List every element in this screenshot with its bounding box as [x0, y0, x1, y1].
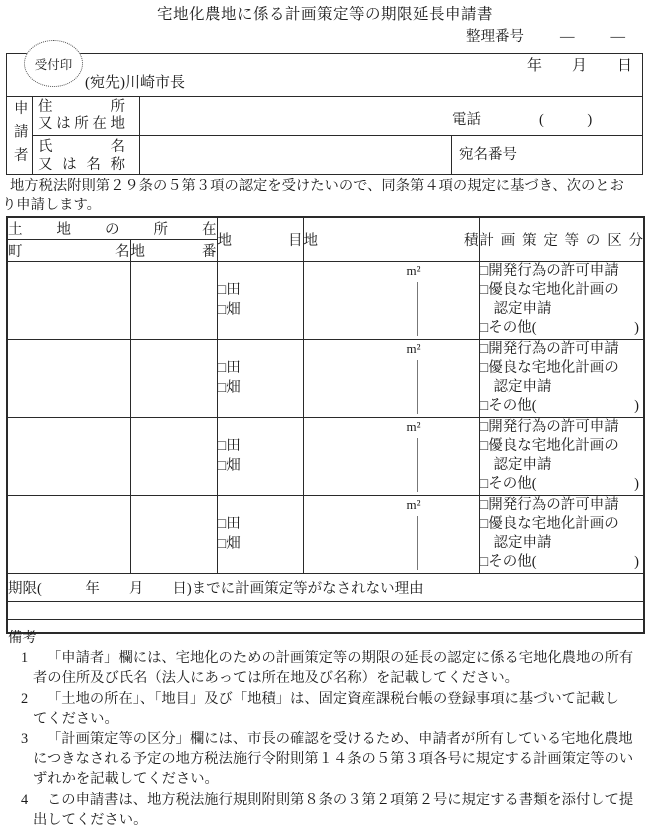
checkbox-development-permit[interactable]: □開発行為の許可申請 [479, 263, 619, 279]
checkbox-quality-plan-cont: 認定申請 [493, 379, 552, 395]
header-town-name: 町名 [7, 240, 130, 262]
checkbox-development-permit[interactable]: □開発行為の許可申請 [479, 497, 619, 513]
land-area-cell[interactable] [303, 496, 479, 574]
header-land-area: 地積 [303, 217, 479, 262]
town-name-cell[interactable] [7, 262, 130, 340]
reception-stamp [24, 40, 83, 87]
remark-item-4 [0, 790, 648, 830]
remark-line: てください。 [33, 710, 119, 727]
checkbox-quality-plan-cont: 認定申請 [493, 457, 552, 473]
remarks-section [0, 628, 648, 830]
checkbox-quality-plan[interactable]: □優良な宅地化計画の [479, 360, 619, 376]
addressee-label: (宛先)川崎市長 [85, 75, 185, 91]
plan-category-cell [479, 418, 644, 496]
lot-number-cell[interactable] [130, 262, 217, 340]
checkbox-other-paren: ) [634, 476, 639, 492]
remark-line: 「土地の所在」、「地目」及び「地積」は、固定資産課税台帳の登録事項に基づいて記載し [47, 690, 619, 707]
plan-category-cell [479, 262, 644, 340]
remark-line: この申請書は、地方税法施行規則附則第８条の３第２項第２号に規定する書類を添付して提 [47, 791, 634, 808]
town-name-cell[interactable] [7, 340, 130, 418]
checkbox-other-label: □その他( [479, 320, 537, 336]
name-label: 氏名 [38, 139, 125, 155]
land-table [6, 216, 645, 634]
lot-number-cell[interactable] [130, 340, 217, 418]
land-row-4 [7, 496, 644, 574]
square-meter-unit: m² [406, 341, 421, 356]
area-divider-line [417, 282, 418, 336]
applicant-section [7, 96, 642, 174]
checkbox-other-paren: ) [634, 320, 639, 336]
checkbox-field[interactable]: □畑 [217, 457, 241, 474]
application-statement [2, 177, 642, 214]
checkbox-other-label: □その他( [479, 476, 537, 492]
remark-item-1 [0, 648, 648, 688]
area-divider-line [417, 438, 418, 492]
checkbox-field[interactable]: □畑 [217, 301, 241, 318]
name-label-cont: 又は名称 [38, 157, 125, 173]
checkbox-other-paren: ) [634, 554, 639, 570]
remark-line: につきなされる予定の地方税法施行令附則第１４条の５第３項各号に規定する計画策定等のい [33, 751, 634, 768]
checkbox-rice-paddy[interactable]: □田 [217, 282, 241, 298]
land-area-cell[interactable] [303, 340, 479, 418]
remark-line: 「申請者」欄には、宅地化のための計画策定等の期限の延長の認定に係る宅地化農地の所有 [47, 650, 634, 667]
checkbox-other[interactable] [480, 319, 644, 338]
checkbox-development-permit[interactable]: □開発行為の許可申請 [479, 341, 619, 357]
plan-category-cell [479, 340, 644, 418]
addressee-number-divider [451, 135, 452, 174]
addressee-number-label: 宛名番号 [459, 147, 517, 163]
checkbox-other[interactable] [480, 553, 644, 572]
square-meter-unit: m² [406, 263, 421, 278]
checkbox-other-label: □その他( [479, 398, 537, 414]
reception-stamp-label: 受付印 [34, 57, 73, 72]
remarks-heading: 備考 [8, 630, 37, 646]
checkbox-rice-paddy[interactable]: □田 [217, 438, 241, 454]
checkbox-quality-plan-cont: 認定申請 [493, 535, 552, 551]
town-name-cell[interactable] [7, 496, 130, 574]
area-divider-line [417, 516, 418, 570]
town-name-cell[interactable] [7, 418, 130, 496]
remark-line: ずれかを記載してください。 [33, 771, 219, 788]
checkbox-rice-paddy[interactable]: □田 [217, 360, 241, 376]
statement-line-2: り申請します。 [2, 196, 101, 213]
checkbox-other-paren: ) [634, 398, 639, 414]
checkbox-field[interactable]: □畑 [217, 379, 241, 396]
land-row-3 [7, 418, 644, 496]
reference-number-dash: — [610, 29, 625, 45]
land-category-cell [217, 418, 303, 496]
land-category-cell [217, 262, 303, 340]
checkbox-quality-plan[interactable]: □優良な宅地化計画の [479, 516, 619, 532]
lot-number-cell[interactable] [130, 496, 217, 574]
checkbox-other-label: □その他( [479, 554, 537, 570]
remark-number: 1 [21, 650, 29, 667]
checkbox-other[interactable] [480, 475, 644, 494]
header-plan-category: 計画策定等の区分 [479, 217, 644, 262]
checkbox-quality-plan[interactable]: □優良な宅地化計画の [479, 438, 619, 454]
checkbox-field[interactable]: □畑 [217, 535, 241, 552]
land-area-cell[interactable] [303, 262, 479, 340]
land-row-1 [7, 262, 644, 340]
application-date-field[interactable]: 年 月 日 [526, 58, 632, 74]
address-value-cell[interactable] [141, 97, 441, 135]
land-area-cell[interactable] [303, 418, 479, 496]
remark-line: 者の住所及び氏名（法人にあっては所在地及び名称）を記載してください。 [33, 670, 519, 687]
applicant-side-label: 申請者 [11, 100, 28, 171]
checkbox-quality-plan[interactable]: □優良な宅地化計画の [479, 282, 619, 298]
statement-line-1: 地方税法附則第２９条の５第３項の認定を受けたいので、同条第４項の規定に基づき、次のとお [10, 178, 624, 194]
reason-input-row[interactable] [7, 602, 644, 620]
phone-field[interactable]: 電話 ( ) [452, 112, 593, 128]
square-meter-unit: m² [406, 497, 421, 512]
land-row-2 [7, 340, 644, 418]
area-divider-line [417, 360, 418, 414]
application-header-box [6, 53, 643, 175]
land-category-cell [217, 496, 303, 574]
remark-number: 3 [21, 731, 29, 748]
remark-item-2 [0, 689, 648, 729]
reference-number [466, 25, 625, 46]
header-land-category: 地目 [217, 217, 303, 262]
remark-line: 出してください。 [33, 811, 148, 828]
header-lot-number: 地番 [130, 240, 217, 262]
remark-number: 2 [21, 690, 29, 707]
plan-category-cell [479, 496, 644, 574]
checkbox-rice-paddy[interactable]: □田 [217, 516, 241, 532]
form-title: 宅地化農地に係る計画策定等の期限延長申請書 [156, 6, 493, 23]
reference-number-dash: — [560, 29, 575, 45]
applicant-side-cell [7, 97, 33, 174]
address-label-cont: 又は所在地 [38, 116, 125, 132]
name-value-cell[interactable] [141, 136, 441, 174]
land-category-cell [217, 340, 303, 418]
deadline-reason-header: 期限( 年 月 日)までに計画策定等がなされない理由 [7, 574, 644, 602]
remark-item-3 [0, 729, 648, 790]
remark-line: 「計画策定等の区分」欄には、市長の確認を受けるため、申請者が所有している宅地化農地 [47, 731, 633, 748]
addressee-number-value-cell[interactable] [517, 136, 637, 174]
checkbox-quality-plan-cont: 認定申請 [493, 301, 552, 317]
reference-number-label: 整理番号 [466, 29, 524, 45]
lot-number-cell[interactable] [130, 418, 217, 496]
square-meter-unit: m² [406, 419, 421, 434]
checkbox-other[interactable] [480, 397, 644, 416]
header-land-location: 土地の所在 [7, 217, 217, 240]
checkbox-development-permit[interactable]: □開発行為の許可申請 [479, 419, 619, 435]
address-label: 住所 [38, 99, 125, 115]
remark-number: 4 [21, 791, 29, 808]
